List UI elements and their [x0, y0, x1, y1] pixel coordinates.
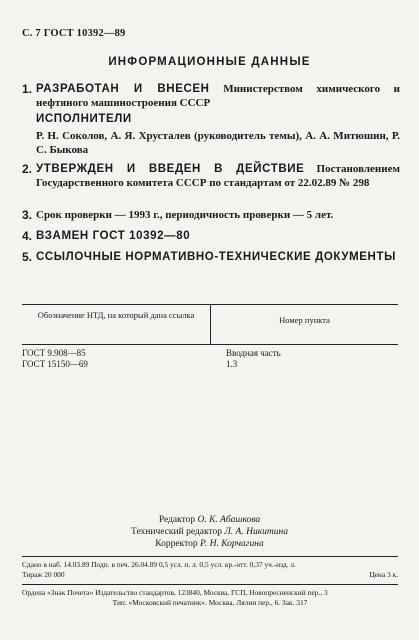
editor-line: Корректор Р. Н. Корчагина: [155, 539, 264, 549]
editors-block: [0, 514, 419, 550]
table-row: Вводная часть: [226, 348, 281, 358]
info-item-4: [22, 229, 400, 243]
table-row: 1.3: [226, 359, 238, 369]
publisher-line: Ордена «Знак Почета» Издательство стандартов, 123840, Москва, ГСП, Новопресненский пер., 3: [22, 588, 328, 597]
imprint-circulation: Тираж 20 000: [22, 570, 65, 579]
references-table: [22, 304, 398, 369]
imprint-block: [22, 560, 398, 580]
table-row: ГОСТ 15150—69: [22, 359, 88, 369]
info-item-2: [22, 162, 400, 190]
item-lead: РАЗРАБОТАН И ВНЕСЕН: [36, 83, 210, 95]
item-number: 2.: [22, 162, 33, 176]
section-title: ИНФОРМАЦИОННЫЕ ДАННЫЕ: [108, 56, 311, 68]
info-item-1: [22, 82, 400, 110]
editor-line: Технический редактор Л. А. Никитина: [131, 527, 288, 537]
table-clause-column: [226, 348, 281, 370]
printer-line: Тип. «Московский печатник». Москва, Лялин пер., 6. Зак. 317: [112, 598, 308, 607]
table-header-clause: Номер пункта: [279, 315, 330, 325]
table-header-rule: [22, 344, 398, 345]
executors-list: Р. Н. Соколов, А. Я. Хрусталев (руководитель темы), А. А. Митюшин, Р. С. Быкова: [36, 130, 400, 156]
editor-line: Редактор О. К. Абашкова: [158, 515, 261, 525]
item-lead: ВЗАМЕН ГОСТ 10392—80: [36, 230, 191, 242]
info-item-5: [22, 250, 400, 264]
item-number: 4.: [22, 229, 33, 243]
item-number: 3.: [22, 208, 33, 222]
table-header-doc: Обозначение НТД, на который дана ссылка: [37, 310, 195, 320]
imprint-top-rule: [22, 556, 398, 557]
table-row: ГОСТ 9.908—85: [22, 348, 86, 358]
item-text: Министерством химического и нефтяного машиностроения СССР: [36, 83, 401, 109]
item-lead: УТВЕРЖДЕН И ВВЕДЕН В ДЕЙСТВИЕ: [36, 163, 305, 175]
item-lead: ССЫЛОЧНЫЕ НОРМАТИВНО-ТЕХНИЧЕСКИЕ ДОКУМЕНТЫ: [36, 251, 396, 263]
item-text: Срок проверки — 1993 г., периодичность проверки — 5 лет.: [36, 209, 334, 221]
imprint-middle-rule: [22, 584, 398, 585]
page-header: С. 7 ГОСТ 10392—89: [22, 28, 126, 39]
imprint-line: Сдано в наб. 14.03.89 Подп. в печ. 26.04.89 0,5 усл. п. л. 0,5 усл. кр.-отт. 0,37 уч.-изд. л.: [22, 560, 296, 569]
item-number: 5.: [22, 250, 33, 264]
publisher-block: [22, 588, 398, 608]
info-item-3: [22, 208, 400, 222]
executors-label: ИСПОЛНИТЕЛИ: [36, 113, 132, 125]
imprint-price: Цена 3 к.: [369, 570, 398, 579]
item-number: 1.: [22, 82, 33, 96]
item-text: Постановлением Государственного комитета СССР по стандартам от 22.02.89 № 298: [36, 163, 400, 189]
table-doc-column: [22, 348, 88, 370]
